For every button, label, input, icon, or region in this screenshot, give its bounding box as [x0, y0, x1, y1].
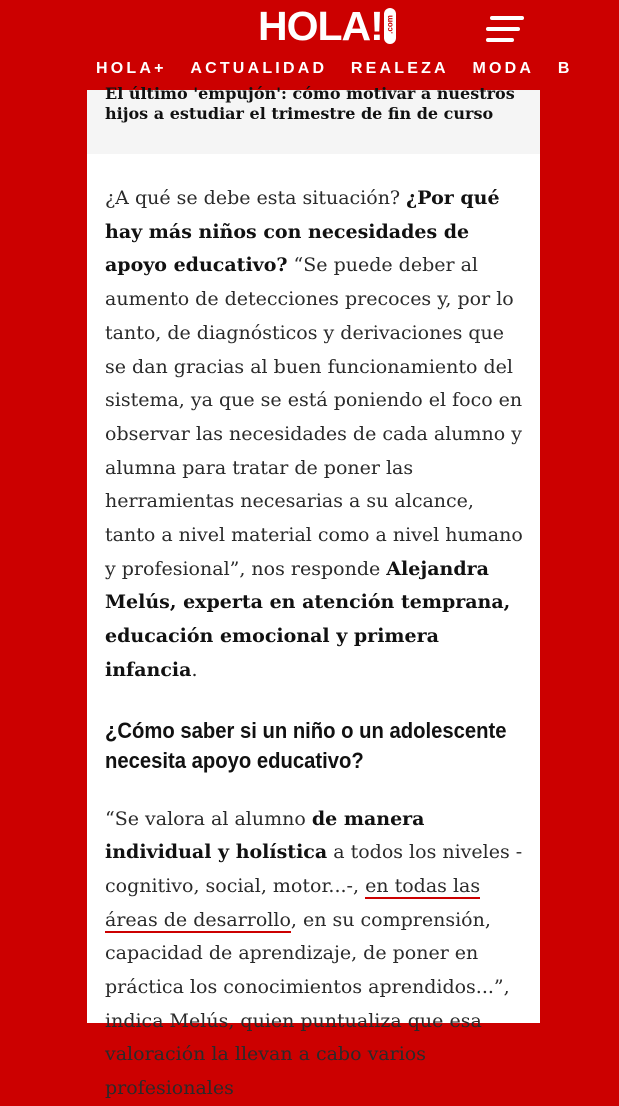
article-card [87, 84, 540, 1100]
hamburger-menu-icon[interactable] [484, 14, 524, 44]
p2-text-3: , en su comprensión, capacidad de aprendizaje, de poner en práctica los conocimientos aprendidos...”, indica Melús, quien puntualiza que esa valoración la llevan a cabo varios profesionales [105, 908, 510, 1100]
main-nav [96, 60, 619, 82]
p1-bold-question: ¿Por qué hay más niños con necesidades de apoyo educativo? [105, 187, 500, 277]
nav-item-actualidad[interactable]: ACTUALIDAD [190, 60, 328, 77]
logo-com-badge [384, 8, 396, 44]
article-paragraph-1 [105, 182, 529, 688]
related-article-title[interactable]: El último 'empujón': cómo motivar a nuestros hijos a estudiar el trimestre de fin de curso [105, 84, 515, 123]
p1-text-2: “Se puede deber al aumento de detecciones precoces y, por lo tanto, de diagnósticos y derivaciones que se dan gracias al buen funcionamiento del sistema, ya que se está poniendo el foco en observar las necesidades de cada alumno y alumna para tratar de poner las herramientas necesarias a su alcance, tanto a nivel material como a nivel humano y profesional”, nos responde [105, 254, 523, 580]
related-article[interactable] [87, 84, 540, 154]
nav-item-belleza[interactable]: B [557, 60, 573, 77]
nav-item-realeza[interactable]: REALEZA [350, 60, 449, 77]
p2-bold-individual: de manera individual y holística [105, 807, 425, 864]
p1-text-1: ¿A qué se debe esta situación? [105, 187, 407, 209]
hola-logo[interactable] [258, 4, 396, 48]
section-heading: ¿Cómo saber si un niño o un adolescente necesita apoyo educativo? [105, 717, 507, 773]
nav-item-moda[interactable]: MODA [472, 60, 535, 77]
p2-text-2: a todos los niveles -cognitivo, social, motor...-, [105, 841, 523, 897]
site-header [0, 0, 619, 90]
article-paragraph-2 [105, 803, 529, 1106]
logo-com-text: .com [385, 15, 395, 34]
p1-bold-expert: Alejandra Melús, experta en atención temprana, educación emocional y primera infancia [105, 557, 511, 681]
areas-desarrollo-link[interactable]: en todas las áreas de desarrollo [105, 874, 481, 931]
p2-text-1: “Se valora al alumno [105, 807, 312, 830]
nav-item-hola-plus[interactable]: HOLA+ [96, 60, 167, 77]
logo-text: HOLA! [258, 3, 383, 49]
article-body [105, 182, 529, 1106]
p1-text-3: . [191, 658, 198, 681]
